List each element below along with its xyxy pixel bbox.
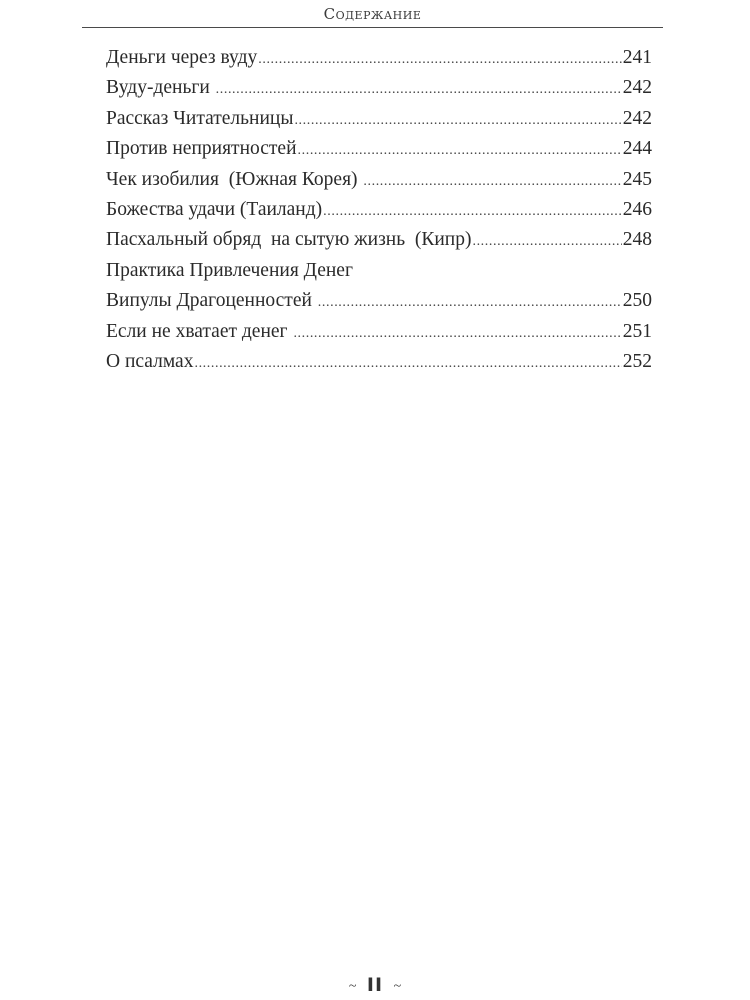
toc-entry[interactable] [106, 286, 652, 316]
dot-leader [323, 197, 622, 225]
toc-entry-page: 251 [622, 320, 652, 342]
toc-entry-title: Вуду-деньги [106, 77, 215, 99]
toc-entry-page: 241 [622, 47, 652, 68]
toc-entry[interactable] [106, 104, 652, 134]
toc-entry-page: 244 [622, 138, 652, 160]
dot-leader [363, 167, 621, 195]
toc-entry-page: 248 [622, 229, 652, 251]
toc-entry-title: Против неприятностей [106, 138, 297, 160]
toc-entry[interactable] [106, 347, 652, 377]
dot-leader [194, 349, 621, 377]
toc-entry-title: Пасхальный обряд на сытую жизнь (Кипр) [106, 229, 472, 251]
toc-entry[interactable] [106, 317, 652, 347]
header-rule [82, 27, 663, 28]
toc-entry-title: О псалмах [106, 350, 194, 372]
toc-entry[interactable] [106, 165, 652, 195]
toc-entry[interactable] [106, 73, 652, 103]
toc-entry-page: 246 [622, 198, 652, 220]
toc-entry-page: 245 [622, 168, 652, 190]
tilde-ornament-right: ~ [393, 978, 402, 994]
dot-leader [472, 227, 621, 255]
toc-entry-title: Практика Привлечения Денег [106, 259, 353, 281]
toc-entry-page: 250 [622, 290, 652, 312]
toc-entry-title: Если не хватает денег [106, 320, 293, 342]
toc-entry-title: Чек изобилия (Южная Корея) [106, 168, 363, 190]
toc-entry-page: 242 [622, 77, 652, 99]
toc-entry-title: Божества удачи (Таиланд) [106, 198, 323, 220]
dot-leader [258, 45, 622, 73]
toc-section-heading[interactable] [106, 256, 652, 286]
toc-entry-title: Деньги через вуду [106, 47, 258, 68]
table-of-contents [106, 43, 652, 377]
dot-leader [298, 136, 622, 164]
toc-entry-page: 242 [622, 107, 652, 129]
page-number: II [366, 974, 384, 996]
tilde-ornament-left: ~ [348, 978, 357, 994]
page-folio [0, 974, 750, 998]
dot-leader [318, 288, 622, 316]
toc-entry[interactable] [106, 195, 652, 225]
toc-entry[interactable] [106, 225, 652, 255]
toc-entry-page: 252 [622, 350, 652, 372]
dot-leader [216, 75, 622, 103]
running-head-title: Содержание [323, 5, 422, 23]
toc-entry-title: Випулы Драгоценностей [106, 290, 317, 312]
toc-entry[interactable] [106, 43, 652, 73]
toc-entry-title: Рассказ Читательницы [106, 107, 294, 129]
dot-leader [293, 319, 621, 347]
toc-entry[interactable] [106, 134, 652, 164]
dot-leader [294, 106, 621, 134]
